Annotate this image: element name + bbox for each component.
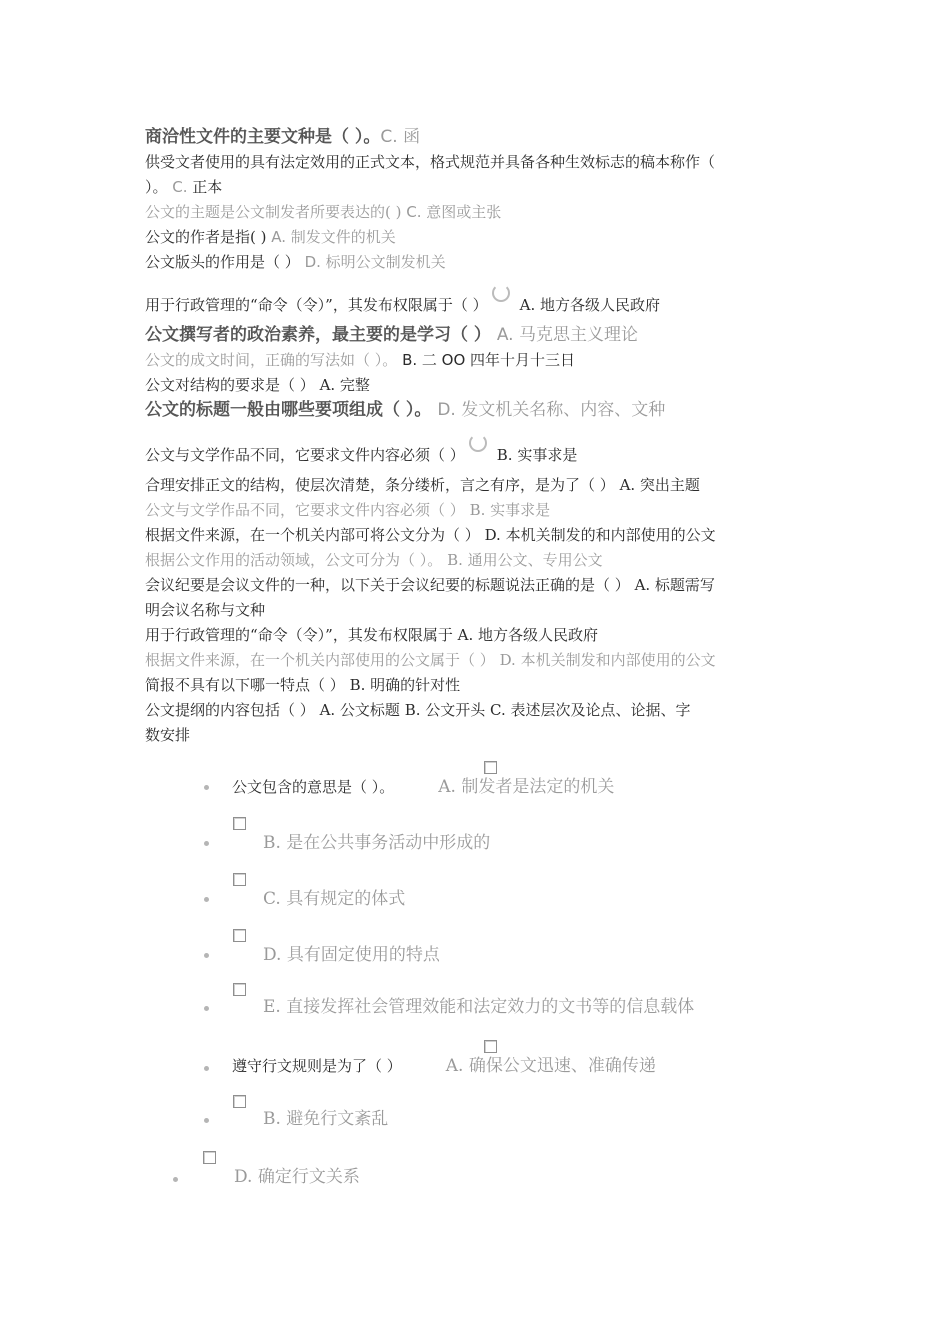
- list-item: B. 避免行文紊乱: [263, 1109, 389, 1129]
- question-line-12: 合理安排正文的结构，使层次清楚，条分缕析，言之有序，是为了（ ） A. 突出主题: [145, 476, 700, 494]
- option-checkbox[interactable]: [233, 817, 246, 830]
- list-bullet: [173, 1177, 178, 1182]
- list-bullet: [204, 785, 209, 790]
- list-item: B. 是在公共事务活动中形成的: [263, 833, 491, 853]
- option-checkbox[interactable]: [203, 1151, 216, 1164]
- option-checkbox[interactable]: [233, 873, 246, 886]
- question-line-16: 会议纪要是会议文件的一种，以下关于会议纪要的标题说法正确的是（ ） A. 标题需写: [145, 576, 715, 594]
- question-line-18: 根据文件来源，在一个机关内部使用的公文属于（ ） D. 本机关制发和内部使用的公文: [145, 651, 716, 669]
- question-line-19: 简报不具有以下哪一特点（ ） B. 明确的针对性: [145, 676, 461, 694]
- question-line-9: 公文对结构的要求是（ ） A. 完整: [145, 376, 370, 394]
- loading-spinner-icon: [469, 434, 487, 452]
- question-line-4: 公文的作者是指( ) A. 制发文件的机关: [145, 228, 396, 246]
- list-item: C. 具有规定的体式: [263, 889, 406, 909]
- list-bullet: [204, 1118, 209, 1123]
- option-checkbox[interactable]: [484, 761, 497, 774]
- loading-spinner-icon: [492, 284, 510, 302]
- option-checkbox[interactable]: [233, 1095, 246, 1108]
- list-item: D. 具有固定使用的特点: [263, 945, 440, 965]
- question-line-20-cont: 数安排: [145, 726, 191, 744]
- list-bullet: [204, 1066, 209, 1071]
- question-line-8: 公文的成文时间，正确的写法如（ ）。 B. 二 OO 四年十月十三日: [145, 351, 576, 369]
- question-line-15: 根据公文作用的活动领域，公文可分为（ ）。 B. 通用公文、专用公文: [145, 551, 603, 569]
- list-bullet: [204, 897, 209, 902]
- question-line-20: 公文提纲的内容包括（ ） A. 公文标题 B. 公文开头 C. 表述层次及论点、论据、字: [145, 701, 691, 719]
- list-bullet: [204, 1006, 209, 1011]
- question-line-11: 公文与文学作品不同，它要求文件内容必须（ ） B. 实事求是: [145, 442, 810, 468]
- list-item: 公文包含的意思是（ ）。 A. 制发者是法定的机关: [232, 777, 615, 797]
- question-line-10: 公文的标题一般由哪些要项组成（ ）。 D. 发文机关名称、内容、文种: [145, 400, 666, 420]
- option-checkbox[interactable]: [233, 983, 246, 996]
- list-item: 遵守行文规则是为了（ ） A. 确保公文迅速、准确传递: [232, 1056, 656, 1076]
- list-item: D. 确定行文关系: [234, 1167, 360, 1187]
- option-checkbox[interactable]: [484, 1040, 497, 1053]
- question-line-14: 根据文件来源，在一个机关内部可将公文分为（ ） D. 本机关制发的和内部使用的公文: [145, 526, 716, 544]
- question-line-13: 公文与文学作品不同，它要求文件内容必须（ ） B. 实事求是: [145, 501, 551, 519]
- question-line-3: 公文的主题是公文制发者所要表达的( ) C. 意图或主张: [145, 203, 502, 221]
- list-item: E. 直接发挥社会管理效能和法定效力的文书等的信息载体: [263, 997, 695, 1017]
- question-line-17: 用于行政管理的“命令（令）”，其发布权限属于 A. 地方各级人民政府: [145, 626, 598, 644]
- question-line-5: 公文版头的作用是（ ） D. 标明公文制发机关: [145, 253, 446, 271]
- list-bullet: [204, 841, 209, 846]
- question-line-2: 供受文者使用的具有法定效用的正式文本，格式规范并具备各种生效标志的稿本称作（: [145, 153, 716, 171]
- question-line-7: 公文撰写者的政治素养，最主要的是学习（ ） A. 马克思主义理论: [145, 325, 638, 345]
- question-line-1: 商洽性文件的主要文种是（ ）。C. 函: [145, 127, 421, 147]
- question-line-2-cont: ）。 C. 正本: [145, 178, 223, 196]
- question-line-16-cont: 明会议名称与文种: [145, 601, 266, 619]
- question-line-6: 用于行政管理的“命令（令）”，其发布权限属于（ ） A. 地方各级人民政府: [145, 292, 810, 318]
- option-checkbox[interactable]: [233, 929, 246, 942]
- list-bullet: [204, 953, 209, 958]
